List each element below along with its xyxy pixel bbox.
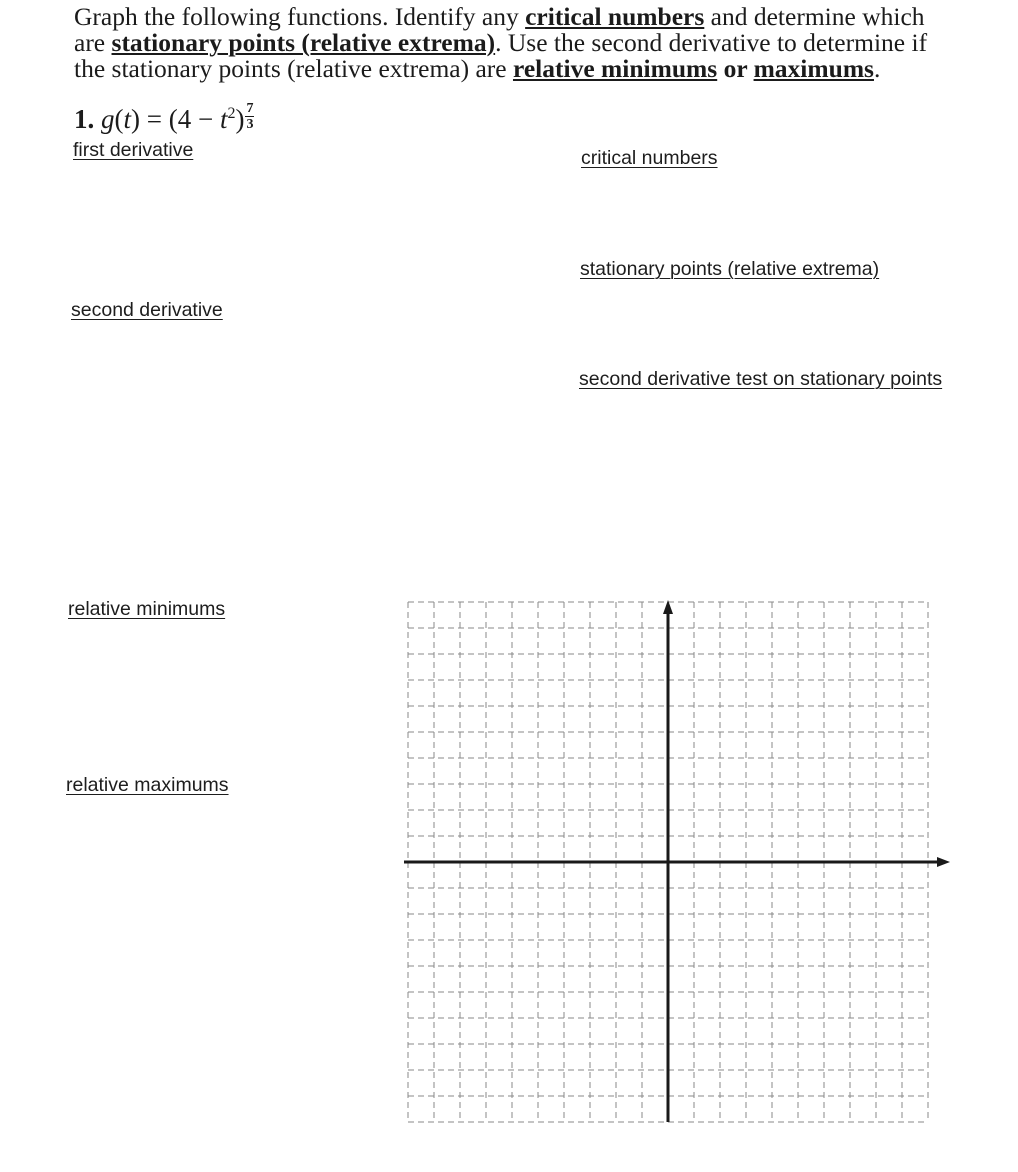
relative-minimums-label: relative minimums	[68, 598, 226, 620]
instructions-text: the stationary points (relative extrema) are	[74, 54, 513, 83]
instructions-text: and determine which	[704, 2, 925, 31]
instructions-text: . Use the second derivative to determine if	[495, 28, 928, 57]
function-equals: ) = (4 −	[131, 104, 220, 134]
x-axis-arrow	[937, 857, 950, 867]
second-derivative-test-label: second derivative test on stationary points	[579, 368, 943, 390]
instructions-text: are	[74, 28, 112, 57]
function-close-paren: )	[235, 104, 245, 134]
exponent-denominator: 3	[246, 117, 254, 132]
function-argument: t	[123, 104, 132, 134]
relative-minimums-term: relative minimums	[512, 54, 718, 83]
second-derivative-label: second derivative	[71, 299, 223, 321]
function-open-paren: (	[114, 104, 124, 134]
exponent-fraction	[245, 102, 254, 131]
function-square: 2	[227, 105, 236, 122]
instructions-period: .	[873, 54, 881, 83]
problem-number: 1.	[74, 104, 95, 134]
function-variable: t	[219, 104, 228, 134]
graph-grid[interactable]	[398, 592, 960, 1128]
stationary-points-label: stationary points (relative extrema)	[580, 258, 880, 280]
function-name: g	[101, 104, 115, 134]
instructions-or: or	[717, 54, 754, 83]
first-derivative-label: first derivative	[73, 139, 194, 161]
maximums-term: maximums	[753, 54, 874, 83]
instructions-paragraph	[74, 4, 994, 82]
critical-numbers-term: critical numbers	[525, 2, 705, 31]
exponent-numerator: 7	[246, 101, 254, 116]
problem-function	[74, 96, 254, 137]
critical-numbers-label: critical numbers	[581, 147, 718, 169]
relative-maximums-label: relative maximums	[66, 774, 229, 796]
stationary-points-term: stationary points (relative extrema)	[111, 28, 496, 57]
instructions-text: Graph the following functions. Identify any	[74, 2, 526, 31]
